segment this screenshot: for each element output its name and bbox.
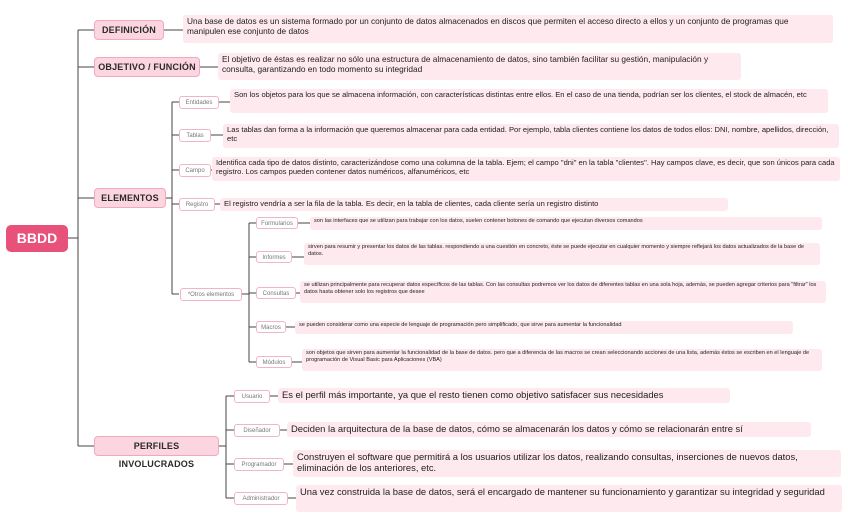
objetivo-text: El objetivo de éstas es realizar no sólo una estructura de almacenamiento de datos, sino también facilitar su gestión, manipulación y consulta, garantizando en todo momento su integridad bbox=[218, 53, 741, 80]
element-text-tablas: Las tablas dan forma a la información que queremos almacenar para cada entidad. Por ejemplo, tabla clientes contiene los datos de todos ellos: DNI, nombre, apellidos, dirección, etc bbox=[223, 124, 839, 148]
otros-text-formularios: son las interfaces que se utilizan para trabajar con los datos, suelen contener botones de comando que ejecutan diversos comandos bbox=[310, 217, 822, 230]
otros-label-macros: Macros bbox=[256, 321, 286, 333]
perfil-text-administrador: Una vez construida la base de datos, será el encargado de mantener su funcionamiento y garantizar su integridad y seguridad bbox=[296, 485, 842, 512]
otros-text-modulos: son objetos que sirven para aumentar la funcionalidad de la base de datos. pero que a diferencia de las macros se crean seleccionando acciones de una lista, además éstos se escriben en el lenguaje de programación de Visual Basic para Aplicaciones (VBA) bbox=[302, 349, 822, 371]
root-node: BBDD bbox=[6, 225, 68, 252]
otros-label-formularios: Formularios bbox=[256, 217, 298, 229]
elementos-node: ELEMENTOS bbox=[94, 188, 166, 208]
definicion-node: DEFINICIÓN bbox=[94, 20, 164, 40]
perfil-label-programador: Programador bbox=[234, 458, 284, 471]
element-label-registro: Registro bbox=[179, 198, 215, 211]
element-label-tablas: Tablas bbox=[179, 129, 211, 142]
otros-text-informes: sirven para resumir y presentar los datos de las tablas. respondiendo a una cuestión en concreto, éste se puede ejecutar en cualquier momento y siempre reflejará los datos actualizados de la base de datos. bbox=[304, 243, 820, 265]
element-text-campo: Identifica cada tipo de datos distinto, caracterizándose como una columna de la tabla. Ejem; el campo "dni" en la tabla "clientes". Hay campos clave, es decir, que son únicos para cada registro. Los campos pueden contener datos numéricos, alfanuméricos, etc bbox=[212, 157, 840, 181]
perfil-text-usuario: Es el perfil más importante, ya que el resto tienen como objetivo satisfacer sus necesidades bbox=[278, 388, 730, 403]
otros-label-informes: Informes bbox=[256, 251, 292, 263]
element-label-campo: Campo bbox=[179, 164, 211, 177]
otros-label-modulos: Módulos bbox=[256, 356, 292, 368]
otros-text-macros: se pueden considerar como una especie de lenguaje de programación pero simplificado, que sirve para aumentar la funcionalidad bbox=[295, 321, 793, 334]
element-label-entidades: Entidades bbox=[179, 96, 219, 109]
otros-label-consultas: Consultas bbox=[256, 287, 296, 299]
definicion-text: Una base de datos es un sistema formado por un conjunto de datos almacenados en discos que permiten el acceso directo a ellos y un conjunto de programas que manipulen ese conjunto de datos bbox=[183, 15, 833, 43]
perfiles-node: PERFILES INVOLUCRADOS bbox=[94, 436, 219, 456]
objetivo-node: OBJETIVO / FUNCIÓN bbox=[94, 57, 200, 77]
otros-elementos-label: *Otros elementos bbox=[180, 288, 242, 301]
otros-text-consultas: se utilizan principalmente para recuperar datos específicos de las tablas. Con las consultas podremos ver los datos de diferentes tablas en una sola hoja, además, se pueden agregar criterios para "filtrar" los datos hasta obtener solo los registros que desee bbox=[300, 281, 826, 303]
perfil-label-disenador: Diseñador bbox=[234, 424, 280, 437]
element-text-registro: El registro vendría a ser la fila de la tabla. Es decir, en la tabla de clientes, cada cliente sería un registro distinto bbox=[220, 198, 728, 211]
element-text-entidades: Son los objetos para los que se almacena información, con características distintas entre ellos. En el caso de una tienda, podrían ser los clientes, el stock de almacén, etc bbox=[230, 89, 828, 113]
perfil-label-usuario: Usuario bbox=[234, 390, 270, 403]
perfil-text-programador: Construyen el software que permitirá a los usuarios utilizar los datos, realizando consultas, inserciones de nuevos datos, eliminación de los anteriores, etc. bbox=[293, 450, 841, 477]
perfil-text-disenador: Deciden la arquitectura de la base de datos, cómo se almacenarán los datos y cómo se relacionarán entre sí bbox=[287, 422, 811, 437]
perfil-label-administrador: Administrador bbox=[234, 492, 288, 505]
